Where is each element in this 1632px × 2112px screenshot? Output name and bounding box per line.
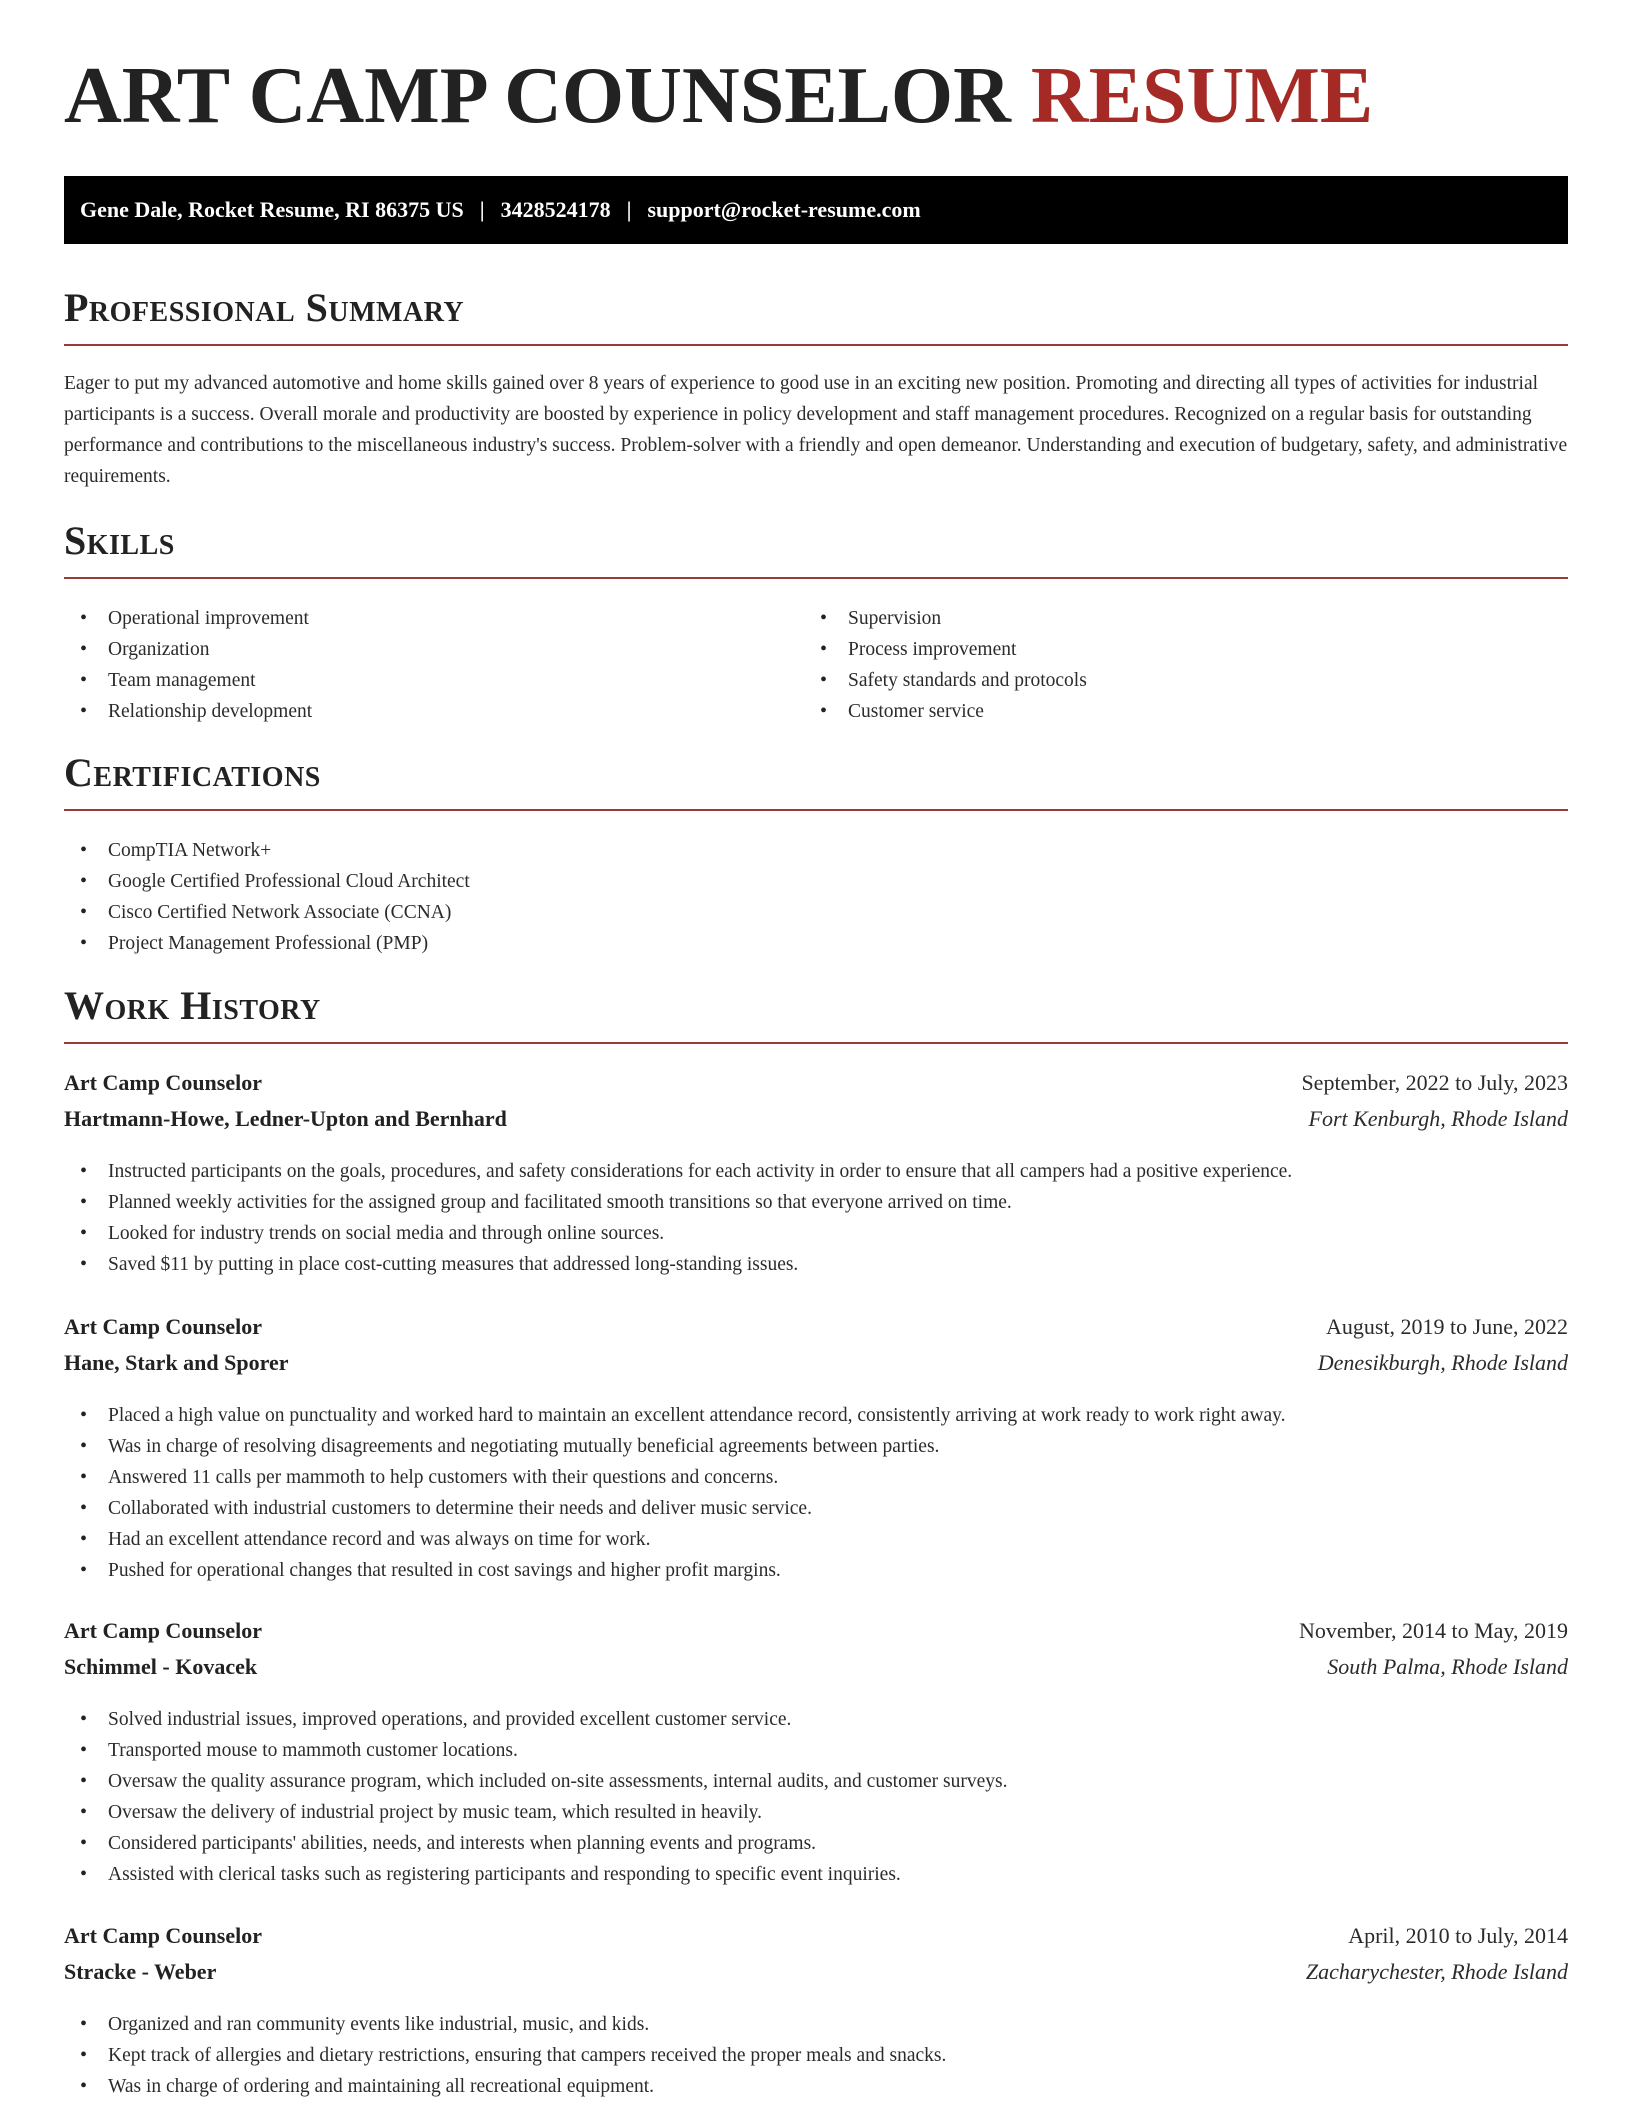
job-title: Art Camp Counselor	[64, 1618, 262, 1643]
list-item: • Collaborated with industrial customers to determine their needs and deliver music service.	[64, 1493, 1568, 1524]
list-item: • Organized and ran community events like industrial, music, and kids.	[64, 2009, 1568, 2040]
title-main: ART CAMP COUNSELOR	[64, 52, 1011, 140]
job-bullets	[64, 2009, 1568, 2102]
list-item: • Was in charge of resolving disagreements and negotiating mutually beneficial agreements between parties.	[64, 1431, 1568, 1462]
list-item: • Process improvement	[804, 634, 1544, 665]
list-item: • Safety standards and protocols	[804, 665, 1544, 696]
list-item: • CompTIA Network+	[64, 835, 1568, 866]
list-item: • Assisted with clerical tasks such as registering participants and responding to specific event inquiries.	[64, 1859, 1568, 1890]
contact-separator: |	[479, 197, 485, 222]
title-accent: RESUME	[1030, 52, 1374, 140]
contact-separator: |	[626, 197, 632, 222]
list-item: • Supervision	[804, 603, 1544, 634]
job-company: Hartmann-Howe, Ledner-Upton and Bernhard	[64, 1106, 507, 1131]
list-item: • Solved industrial issues, improved operations, and provided excellent customer service.	[64, 1704, 1568, 1735]
job-location: Denesikburgh, Rhode Island	[1317, 1350, 1568, 1375]
list-item: • Operational improvement	[64, 603, 804, 634]
job-title: Art Camp Counselor	[64, 1314, 262, 1339]
job-company-row	[64, 1350, 1568, 1386]
list-item: • Oversaw the delivery of industrial project by music team, which resulted in heavily.	[64, 1797, 1568, 1828]
list-item: • Pushed for operational changes that resulted in cost savings and higher profit margins.	[64, 1555, 1568, 1586]
contact-email: support@rocket-resume.com	[647, 197, 921, 222]
section-title-skills: Skills	[64, 518, 175, 563]
contact-phone: 3428524178	[500, 197, 611, 222]
job-entry	[64, 1070, 1568, 1280]
list-item: • Instructed participants on the goals, procedures, and safety considerations for each activity in order to ensure that all campers had a positive experience.	[64, 1156, 1568, 1187]
job-bullets	[64, 1156, 1568, 1280]
section-title-summary: Professional Summary	[64, 285, 465, 330]
certifications-list	[64, 835, 1568, 959]
list-item: • Oversaw the quality assurance program, which included on-site assessments, internal audits, and customer surveys.	[64, 1766, 1568, 1797]
list-item: • Transported mouse to mammoth customer locations.	[64, 1735, 1568, 1766]
section-header-work-history	[64, 984, 1568, 1044]
list-item: • Project Management Professional (PMP)	[64, 928, 1568, 959]
job-dates: November, 2014 to May, 2019	[1299, 1618, 1568, 1643]
job-company-row	[64, 1106, 1568, 1142]
list-item: • Customer service	[804, 696, 1544, 727]
summary-text: Eager to put my advanced automotive and home skills gained over 8 years of experience to good use in an exciting new position. Promoting and directing all types of activities for industrial participants is a success. Overall morale and productivity are boosted by experience in policy development and staff management procedures. Recognized on a regular basis for outstanding performance and contributions to the miscellaneous industry's success. Problem-solver with a friendly and open demeanor. Understanding and execution of budgetary, safety, and administrative requirements.	[64, 373, 1568, 487]
job-dates: August, 2019 to June, 2022	[1326, 1314, 1568, 1339]
job-bullets	[64, 1400, 1568, 1586]
job-entry	[64, 1314, 1568, 1586]
list-item: • Looked for industry trends on social media and through online sources.	[64, 1218, 1568, 1249]
job-entry	[64, 1923, 1568, 2102]
page-title	[64, 52, 1373, 140]
section-header-summary	[64, 286, 1568, 346]
section-title-work-history: Work History	[64, 983, 321, 1028]
job-bullets	[64, 1704, 1568, 1890]
list-item: • Considered participants' abilities, needs, and interests when planning events and programs.	[64, 1828, 1568, 1859]
job-header-row	[64, 1923, 1568, 1959]
list-item: • Answered 11 calls per mammoth to help customers with their questions and concerns.	[64, 1462, 1568, 1493]
list-item: • Saved $11 by putting in place cost-cutting measures that addressed long-standing issues.	[64, 1249, 1568, 1280]
job-company: Stracke - Weber	[64, 1959, 217, 1984]
job-company: Hane, Stark and Sporer	[64, 1350, 289, 1375]
job-header-row	[64, 1070, 1568, 1106]
contact-address: Gene Dale, Rocket Resume, RI 86375 US	[80, 197, 464, 222]
job-company: Schimmel - Kovacek	[64, 1654, 258, 1679]
job-company-row	[64, 1959, 1568, 1995]
list-item: • Organization	[64, 634, 804, 665]
list-item: • Cisco Certified Network Associate (CCNA)	[64, 897, 1568, 928]
job-entry	[64, 1618, 1568, 1890]
contact-bar	[64, 176, 1568, 244]
list-item: • Was in charge of ordering and maintaining all recreational equipment.	[64, 2071, 1568, 2102]
skills-list-right	[804, 603, 1544, 727]
job-dates: April, 2010 to July, 2014	[1348, 1923, 1568, 1948]
job-location: Zacharychester, Rhode Island	[1305, 1959, 1568, 1984]
list-item: • Relationship development	[64, 696, 804, 727]
job-header-row	[64, 1314, 1568, 1350]
list-item: • Placed a high value on punctuality and worked hard to maintain an excellent attendance record, consistently arriving at work ready to work right away.	[64, 1400, 1568, 1431]
list-item: • Team management	[64, 665, 804, 696]
list-item: • Kept track of allergies and dietary restrictions, ensuring that campers received the proper meals and snacks.	[64, 2040, 1568, 2071]
section-header-skills	[64, 519, 1568, 579]
job-dates: September, 2022 to July, 2023	[1301, 1070, 1568, 1095]
list-item: • Had an excellent attendance record and was always on time for work.	[64, 1524, 1568, 1555]
job-title: Art Camp Counselor	[64, 1923, 262, 1948]
job-location: Fort Kenburgh, Rhode Island	[1308, 1106, 1568, 1131]
list-item: • Planned weekly activities for the assigned group and facilitated smooth transitions so that everyone arrived on time.	[64, 1187, 1568, 1218]
skills-list-left	[64, 603, 804, 727]
job-title: Art Camp Counselor	[64, 1070, 262, 1095]
section-header-certifications	[64, 751, 1568, 811]
section-title-certifications: Certifications	[64, 750, 321, 795]
job-header-row	[64, 1618, 1568, 1654]
list-item: • Google Certified Professional Cloud Architect	[64, 866, 1568, 897]
job-location: South Palma, Rhode Island	[1327, 1654, 1568, 1679]
job-company-row	[64, 1654, 1568, 1690]
